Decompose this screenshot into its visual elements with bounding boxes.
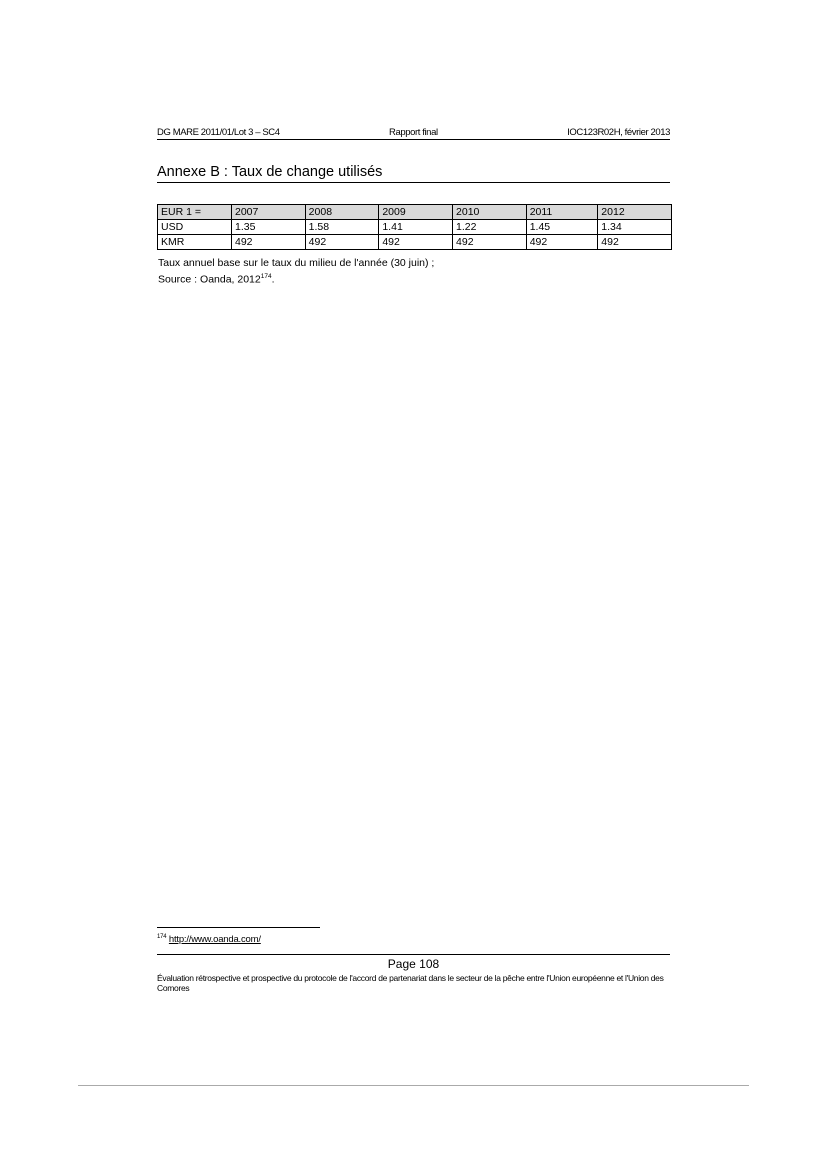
header-cell: 2009 — [379, 205, 453, 220]
table-row — [158, 235, 672, 250]
table-header-row — [158, 205, 672, 220]
table-cell: 492 — [453, 235, 527, 250]
footnote — [157, 934, 261, 945]
table-notes — [158, 257, 434, 287]
table-cell: 492 — [379, 235, 453, 250]
running-header — [157, 127, 670, 140]
header-right: IOC123R02H, février 2013 — [567, 127, 670, 138]
source-text: Source : Oanda, 2012 — [158, 273, 261, 286]
table-row — [158, 220, 672, 235]
footnote-separator — [157, 927, 320, 928]
oanda-link[interactable]: http://www.oanda.com/ — [168, 934, 261, 946]
table-cell: 1.35 — [232, 220, 306, 235]
table-cell: 1.58 — [305, 220, 379, 235]
footnote-number: 174 — [157, 934, 167, 940]
table-cell: KMR — [158, 235, 232, 250]
table-cell: 1.22 — [453, 220, 527, 235]
page-number: Page 108 — [387, 957, 440, 971]
footnote-ref: 174 — [260, 273, 272, 280]
table-cell: 492 — [232, 235, 306, 250]
annex-title: Annexe B : Taux de change utilisés — [157, 163, 670, 183]
table-cell: USD — [158, 220, 232, 235]
header-cell: 2012 — [598, 205, 672, 220]
table-cell: 1.45 — [526, 220, 598, 235]
table-cell: 1.34 — [598, 220, 672, 235]
header-cell: 2010 — [453, 205, 527, 220]
header-cell: 2011 — [526, 205, 598, 220]
note-source — [158, 270, 434, 287]
table-cell: 492 — [598, 235, 672, 250]
table-cell: 1.41 — [379, 220, 453, 235]
page-bottom-divider — [78, 1085, 749, 1086]
header-cell: EUR 1 = — [158, 205, 232, 220]
footer-rule — [157, 954, 670, 955]
header-left: DG MARE 2011/01/Lot 3 – SC4 — [157, 127, 280, 138]
footer-text: Évaluation rétrospective et prospective du protocole de l'accord de partenariat dans le secteur de la pêche entre l'Union européenne et l'Union des Comores — [157, 973, 664, 993]
table-cell: 492 — [526, 235, 598, 250]
header-cell: 2007 — [232, 205, 306, 220]
table-cell: 492 — [305, 235, 379, 250]
exchange-rate-table — [157, 204, 672, 250]
header-cell: 2008 — [305, 205, 379, 220]
source-end: . — [271, 273, 275, 286]
note-basis: Taux annuel base sur le taux du milieu de l'année (30 juin) ; — [158, 257, 435, 269]
header-center: Rapport final — [389, 127, 438, 138]
